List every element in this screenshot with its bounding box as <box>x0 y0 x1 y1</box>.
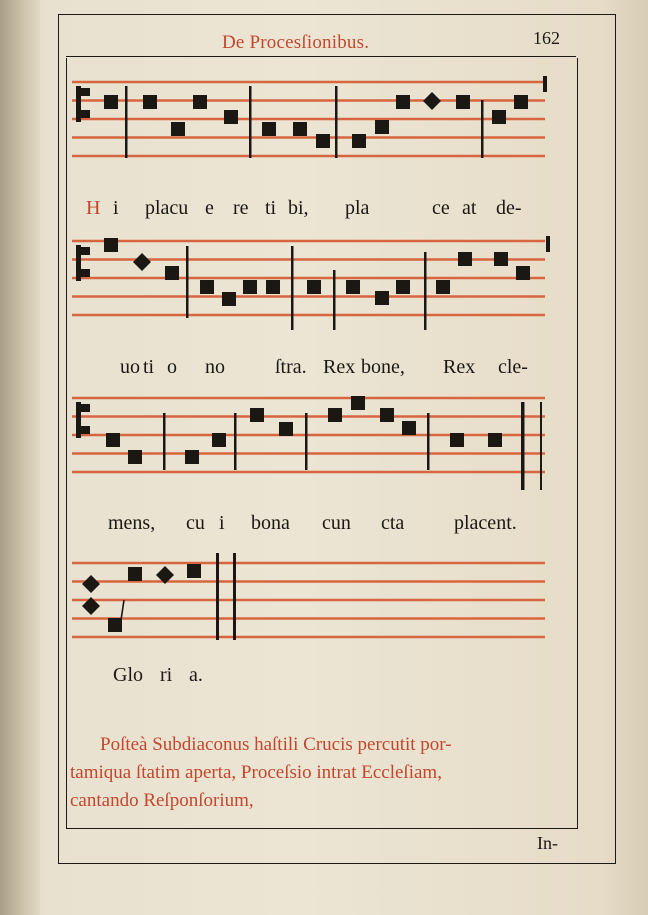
custos <box>543 76 547 92</box>
bar-line <box>481 100 484 158</box>
neume-note <box>279 422 293 436</box>
lyric-syllable: bi, <box>288 197 309 219</box>
lyric-syllable: no <box>205 356 225 378</box>
neume-note <box>266 280 280 294</box>
neume-note <box>450 433 464 447</box>
neume-rhombus <box>82 575 100 593</box>
neume-note <box>458 252 472 266</box>
bar-line <box>521 402 525 490</box>
neume-note <box>396 280 410 294</box>
lyric-syllable: uo <box>120 356 140 378</box>
neume-rhombus <box>423 92 441 110</box>
neume-note <box>375 120 389 134</box>
neume-note <box>402 421 416 435</box>
neume-rhombus <box>133 253 151 271</box>
neume-note <box>262 122 276 136</box>
neume-note <box>514 95 528 109</box>
neume-note <box>193 95 207 109</box>
neume-note <box>222 292 236 306</box>
neume-note <box>185 450 199 464</box>
neume-note <box>456 95 470 109</box>
neume-note <box>346 280 360 294</box>
c-clef <box>76 402 81 438</box>
neume-note <box>328 408 342 422</box>
bar-line <box>333 270 336 330</box>
neume-note <box>143 95 157 109</box>
neume-note <box>293 122 307 136</box>
lyric-syllable: ſtra. <box>275 356 307 378</box>
lyric-syllable: de- <box>496 197 522 219</box>
neume-note <box>187 564 201 578</box>
page-number: 162 <box>533 28 560 48</box>
neume-note <box>165 266 179 280</box>
bar-line <box>540 402 542 490</box>
lyric-syllable: at <box>462 197 477 219</box>
lyric-syllable: a. <box>189 664 203 686</box>
neume-note <box>128 450 142 464</box>
c-clef <box>81 88 90 96</box>
lyric-syllable: placu <box>145 197 189 219</box>
lyric-syllable-initial <box>86 197 100 220</box>
lyric-syllable: cta <box>381 512 405 534</box>
lyric-syllable: ti <box>265 197 277 219</box>
lyric-syllable: Glo <box>113 664 143 686</box>
bar-line <box>125 86 128 158</box>
bar-line <box>249 86 252 158</box>
neume-note <box>106 433 120 447</box>
c-clef <box>81 247 90 255</box>
neume-note <box>380 408 394 422</box>
neume-note <box>375 291 389 305</box>
lyric-syllable: re <box>233 197 249 219</box>
lyric-syllable: e <box>205 197 214 219</box>
rubric-line: tamiqua ſtatim aperta, Proceſsio intrat Eccleſiam, <box>70 762 442 783</box>
lyric-syllable: ri <box>160 664 173 686</box>
lyric-syllable: mens, <box>108 512 156 534</box>
neume-note <box>516 266 530 280</box>
neume-note <box>108 618 122 632</box>
neume-note <box>200 280 214 294</box>
neume-note <box>316 134 330 148</box>
custos <box>546 236 550 252</box>
note-stem <box>121 600 124 620</box>
neume-note <box>352 134 366 148</box>
bar-line <box>186 246 189 318</box>
lyric-syllable: ce <box>432 197 450 219</box>
neume-note <box>171 122 185 136</box>
rubric-line: Poſteà Subdiaconus haſtili Crucis percutit por- <box>100 734 452 755</box>
neume-note <box>494 252 508 266</box>
c-clef <box>81 404 90 412</box>
lyric-syllable: Rex <box>323 356 356 378</box>
neume-note <box>212 433 226 447</box>
lyric-syllable: cle- <box>498 356 528 378</box>
lyric-syllable: pla <box>345 197 370 219</box>
neume-note <box>128 567 142 581</box>
catchword: In- <box>537 833 558 853</box>
bar-line <box>427 413 430 470</box>
neume-note <box>104 238 118 252</box>
bar-line <box>305 413 308 470</box>
neume-note <box>492 110 506 124</box>
neume-note <box>250 408 264 422</box>
neume-note <box>396 95 410 109</box>
lyric-syllable: bone, <box>361 356 405 378</box>
neume-note <box>224 110 238 124</box>
c-clef <box>81 110 90 118</box>
neume-note <box>488 433 502 447</box>
c-clef <box>76 245 81 281</box>
bar-line <box>234 413 237 470</box>
bar-line <box>233 553 236 640</box>
lyric-syllable: placent. <box>454 512 517 534</box>
lyric-syllable: Rex <box>443 356 476 378</box>
lyric-syllable: i <box>219 512 225 534</box>
bar-line <box>335 86 338 158</box>
lyric-syllable: ti <box>143 356 155 378</box>
neume-note <box>104 95 118 109</box>
bar-line <box>163 413 166 470</box>
c-clef <box>81 269 90 277</box>
c-clef <box>76 86 81 122</box>
neume-note <box>307 280 321 294</box>
red-initial: H <box>86 197 101 219</box>
neume-note <box>351 396 365 410</box>
bar-line <box>216 553 219 640</box>
lyric-syllable: cun <box>322 512 351 534</box>
lyric-syllable: i <box>113 197 119 219</box>
c-clef <box>81 426 90 434</box>
running-head: De Procesſionibus. <box>222 32 370 53</box>
lyric-syllable: bona <box>251 512 290 534</box>
rubric-line: cantando Reſponſorium, <box>70 790 254 811</box>
bar-line <box>424 252 427 330</box>
neume-note <box>436 280 450 294</box>
lyric-syllable: o <box>167 356 177 378</box>
bar-line <box>291 246 294 330</box>
neume-note <box>243 280 257 294</box>
lyric-syllable: cu <box>186 512 205 534</box>
